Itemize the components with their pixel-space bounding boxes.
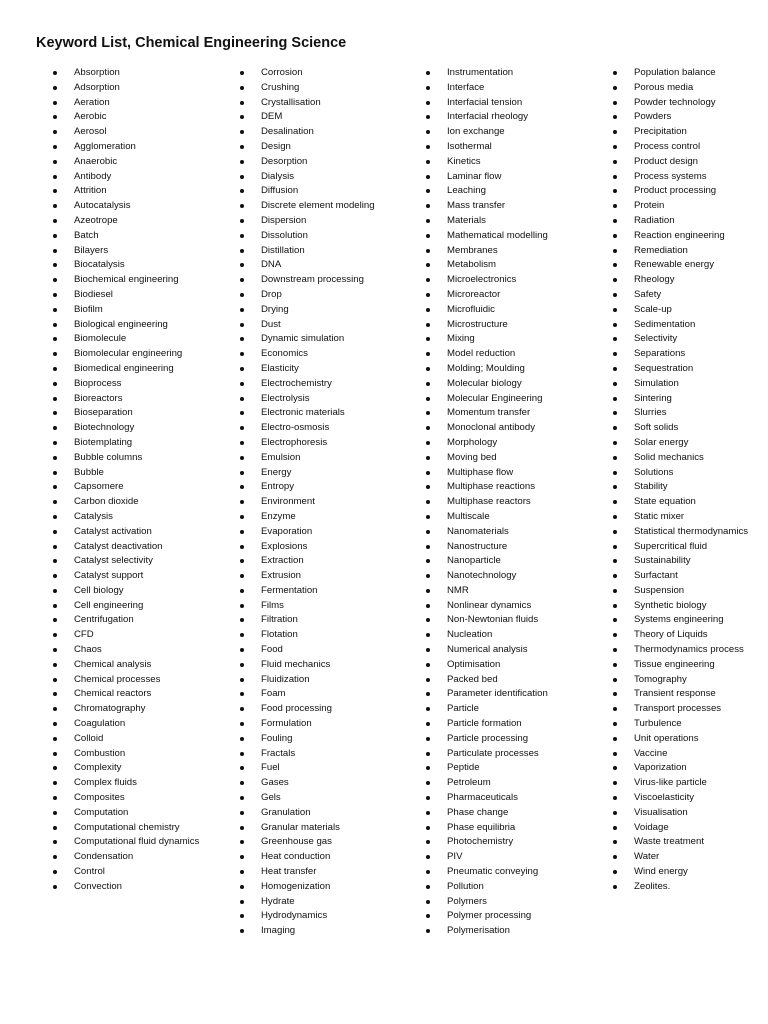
keyword-item: Vaccine [610, 747, 768, 762]
keyword-item: Computational fluid dynamics [50, 835, 228, 850]
keyword-item: Sequestration [610, 362, 768, 377]
keyword-item: Convection [50, 880, 228, 895]
keyword-item: Sustainability [610, 554, 768, 569]
keyword-item: Flotation [237, 628, 415, 643]
keyword-item: Gels [237, 791, 415, 806]
keyword-item: Films [237, 599, 415, 614]
keyword-item: Fractals [237, 747, 415, 762]
keyword-item: Peptide [423, 761, 601, 776]
keyword-item: Nanostructure [423, 540, 601, 555]
keyword-item: Hydrate [237, 895, 415, 910]
keyword-item: Chaos [50, 643, 228, 658]
keyword-item: Crystallisation [237, 96, 415, 111]
keyword-item: Biochemical engineering [50, 273, 228, 288]
keyword-item: Chemical reactors [50, 687, 228, 702]
page-title: Keyword List, Chemical Engineering Science [36, 35, 347, 51]
keyword-item: Vaporization [610, 761, 768, 776]
keyword-item: Design [237, 140, 415, 155]
keyword-item: Foam [237, 687, 415, 702]
keyword-item: Biological engineering [50, 318, 228, 333]
keyword-item: Emulsion [237, 451, 415, 466]
keyword-item: Electrolysis [237, 392, 415, 407]
keyword-item: Sedimentation [610, 318, 768, 333]
keyword-item: Process systems [610, 170, 768, 185]
keyword-item: Anaerobic [50, 155, 228, 170]
keyword-item: Elasticity [237, 362, 415, 377]
keyword-item: PIV [423, 850, 601, 865]
keyword-item: Polymerisation [423, 924, 601, 939]
keyword-item: Particle [423, 702, 601, 717]
keyword-column-1 [50, 66, 228, 895]
keyword-item: Condensation [50, 850, 228, 865]
keyword-item: Diffusion [237, 184, 415, 199]
keyword-item: Mixing [423, 332, 601, 347]
keyword-item: Nanotechnology [423, 569, 601, 584]
keyword-item: Cell engineering [50, 599, 228, 614]
keyword-item: Greenhouse gas [237, 835, 415, 850]
keyword-item: CFD [50, 628, 228, 643]
keyword-item: Process control [610, 140, 768, 155]
keyword-item: Heat conduction [237, 850, 415, 865]
keyword-item: Antibody [50, 170, 228, 185]
keyword-item: Theory of Liquids [610, 628, 768, 643]
keyword-item: Polymers [423, 895, 601, 910]
keyword-item: Colloid [50, 732, 228, 747]
keyword-item: Catalyst support [50, 569, 228, 584]
keyword-item: Chemical analysis [50, 658, 228, 673]
keyword-item: Biotechnology [50, 421, 228, 436]
keyword-item: Stability [610, 480, 768, 495]
keyword-item: Food processing [237, 702, 415, 717]
keyword-item: Supercritical fluid [610, 540, 768, 555]
keyword-item: Biofilm [50, 303, 228, 318]
keyword-item: Pollution [423, 880, 601, 895]
keyword-item: Bubble [50, 466, 228, 481]
keyword-item: State equation [610, 495, 768, 510]
keyword-item: Packed bed [423, 673, 601, 688]
keyword-item: Coagulation [50, 717, 228, 732]
keyword-item: Microelectronics [423, 273, 601, 288]
keyword-item: Turbulence [610, 717, 768, 732]
keyword-item: Drying [237, 303, 415, 318]
keyword-item: Centrifugation [50, 613, 228, 628]
keyword-item: Pneumatic conveying [423, 865, 601, 880]
keyword-item: Dust [237, 318, 415, 333]
keyword-item: Bioprocess [50, 377, 228, 392]
keyword-item: Filtration [237, 613, 415, 628]
keyword-item: Voidage [610, 821, 768, 836]
keyword-item: Parameter identification [423, 687, 601, 702]
keyword-item: Static mixer [610, 510, 768, 525]
keyword-item: Particle processing [423, 732, 601, 747]
keyword-item: Extrusion [237, 569, 415, 584]
keyword-item: Granulation [237, 806, 415, 821]
keyword-item: Rheology [610, 273, 768, 288]
keyword-item: Granular materials [237, 821, 415, 836]
keyword-item: Microstructure [423, 318, 601, 333]
keyword-item: Materials [423, 214, 601, 229]
keyword-item: Molecular Engineering [423, 392, 601, 407]
keyword-item: Mathematical modelling [423, 229, 601, 244]
keyword-item: Remediation [610, 244, 768, 259]
keyword-item: Wind energy [610, 865, 768, 880]
keyword-item: Molding; Moulding [423, 362, 601, 377]
keyword-item: Numerical analysis [423, 643, 601, 658]
keyword-item: Multiphase reactors [423, 495, 601, 510]
keyword-item: Formulation [237, 717, 415, 732]
keyword-item: Batch [50, 229, 228, 244]
keyword-item: Thermodynamics process [610, 643, 768, 658]
keyword-item: Synthetic biology [610, 599, 768, 614]
keyword-item: Surfactant [610, 569, 768, 584]
keyword-item: Biocatalysis [50, 258, 228, 273]
keyword-item: Fouling [237, 732, 415, 747]
keyword-item: Phase equilibria [423, 821, 601, 836]
keyword-column-4 [610, 66, 768, 895]
keyword-item: Fuel [237, 761, 415, 776]
keyword-item: Fermentation [237, 584, 415, 599]
keyword-item: Momentum transfer [423, 406, 601, 421]
keyword-item: Extraction [237, 554, 415, 569]
keyword-item: Multiscale [423, 510, 601, 525]
keyword-item: Nanoparticle [423, 554, 601, 569]
keyword-item: Computational chemistry [50, 821, 228, 836]
keyword-item: Solid mechanics [610, 451, 768, 466]
keyword-item: Renewable energy [610, 258, 768, 273]
keyword-item: Electrophoresis [237, 436, 415, 451]
keyword-item: Bioreactors [50, 392, 228, 407]
keyword-item: Polymer processing [423, 909, 601, 924]
keyword-item: Downstream processing [237, 273, 415, 288]
keyword-item: Water [610, 850, 768, 865]
keyword-item: Morphology [423, 436, 601, 451]
keyword-item: Aerobic [50, 110, 228, 125]
keyword-item: Kinetics [423, 155, 601, 170]
keyword-item: Absorption [50, 66, 228, 81]
keyword-item: Chemical processes [50, 673, 228, 688]
keyword-item: Enzyme [237, 510, 415, 525]
keyword-item: Slurries [610, 406, 768, 421]
keyword-item: Petroleum [423, 776, 601, 791]
keyword-item: Bubble columns [50, 451, 228, 466]
keyword-item: Catalysis [50, 510, 228, 525]
keyword-item: Particulate processes [423, 747, 601, 762]
keyword-item: Composites [50, 791, 228, 806]
keyword-item: Unit operations [610, 732, 768, 747]
keyword-item: Biodiesel [50, 288, 228, 303]
keyword-item: Simulation [610, 377, 768, 392]
keyword-item: Complexity [50, 761, 228, 776]
keyword-item: Computation [50, 806, 228, 821]
keyword-item: Catalyst activation [50, 525, 228, 540]
keyword-item: Moving bed [423, 451, 601, 466]
keyword-item: Interface [423, 81, 601, 96]
keyword-item: Safety [610, 288, 768, 303]
keyword-item: Radiation [610, 214, 768, 229]
keyword-item: Monoclonal antibody [423, 421, 601, 436]
keyword-item: Scale-up [610, 303, 768, 318]
keyword-item: Bioseparation [50, 406, 228, 421]
keyword-item: Viscoelasticity [610, 791, 768, 806]
keyword-item: Ion exchange [423, 125, 601, 140]
keyword-item: Catalyst selectivity [50, 554, 228, 569]
keyword-item: Environment [237, 495, 415, 510]
keyword-item: Model reduction [423, 347, 601, 362]
keyword-item: Imaging [237, 924, 415, 939]
keyword-item: Biotemplating [50, 436, 228, 451]
keyword-item: Microreactor [423, 288, 601, 303]
keyword-item: DEM [237, 110, 415, 125]
keyword-item: Non-Newtonian fluids [423, 613, 601, 628]
keyword-item: Corrosion [237, 66, 415, 81]
keyword-item: Mass transfer [423, 199, 601, 214]
keyword-item: Attrition [50, 184, 228, 199]
keyword-item: Entropy [237, 480, 415, 495]
keyword-item: Tomography [610, 673, 768, 688]
keyword-item: Metabolism [423, 258, 601, 273]
keyword-item: Leaching [423, 184, 601, 199]
keyword-item: Optimisation [423, 658, 601, 673]
keyword-item: Energy [237, 466, 415, 481]
keyword-item: Combustion [50, 747, 228, 762]
keyword-item: Waste treatment [610, 835, 768, 850]
keyword-item: Interfacial tension [423, 96, 601, 111]
keyword-item: Photochemistry [423, 835, 601, 850]
keyword-item: Agglomeration [50, 140, 228, 155]
keyword-item: Biomedical engineering [50, 362, 228, 377]
keyword-item: Dissolution [237, 229, 415, 244]
keyword-item: Sintering [610, 392, 768, 407]
keyword-item: Carbon dioxide [50, 495, 228, 510]
keyword-item: Visualisation [610, 806, 768, 821]
keyword-item: Dispersion [237, 214, 415, 229]
keyword-item: Gases [237, 776, 415, 791]
keyword-item: Pharmaceuticals [423, 791, 601, 806]
keyword-item: Biomolecular engineering [50, 347, 228, 362]
keyword-item: Virus-like particle [610, 776, 768, 791]
keyword-item: Dynamic simulation [237, 332, 415, 347]
keyword-item: Azeotrope [50, 214, 228, 229]
keyword-item: Desalination [237, 125, 415, 140]
keyword-item: Multiphase reactions [423, 480, 601, 495]
keyword-item: Solar energy [610, 436, 768, 451]
keyword-item: NMR [423, 584, 601, 599]
keyword-item: Adsorption [50, 81, 228, 96]
keyword-item: Interfacial rheology [423, 110, 601, 125]
keyword-item: Microfluidic [423, 303, 601, 318]
keyword-item: Biomolecule [50, 332, 228, 347]
keyword-item: Homogenization [237, 880, 415, 895]
keyword-item: Transient response [610, 687, 768, 702]
keyword-item: Fluidization [237, 673, 415, 688]
keyword-item: Powders [610, 110, 768, 125]
keyword-item: Zeolites. [610, 880, 768, 895]
keyword-item: Distillation [237, 244, 415, 259]
keyword-item: Crushing [237, 81, 415, 96]
keyword-item: Population balance [610, 66, 768, 81]
keyword-item: Food [237, 643, 415, 658]
keyword-item: Drop [237, 288, 415, 303]
keyword-item: Electro-osmosis [237, 421, 415, 436]
keyword-item: Selectivity [610, 332, 768, 347]
keyword-item: Nucleation [423, 628, 601, 643]
keyword-item: Capsomere [50, 480, 228, 495]
keyword-item: Laminar flow [423, 170, 601, 185]
keyword-item: Instrumentation [423, 66, 601, 81]
keyword-item: Product design [610, 155, 768, 170]
keyword-item: Powder technology [610, 96, 768, 111]
keyword-column-2 [237, 66, 415, 939]
keyword-item: Solutions [610, 466, 768, 481]
keyword-column-3 [423, 66, 601, 939]
keyword-item: Evaporation [237, 525, 415, 540]
keyword-item: Bilayers [50, 244, 228, 259]
keyword-item: Statistical thermodynamics [610, 525, 768, 540]
keyword-item: Discrete element modeling [237, 199, 415, 214]
keyword-item: Membranes [423, 244, 601, 259]
keyword-item: Autocatalysis [50, 199, 228, 214]
keyword-item: Protein [610, 199, 768, 214]
keyword-item: Economics [237, 347, 415, 362]
keyword-item: Reaction engineering [610, 229, 768, 244]
keyword-item: Aeration [50, 96, 228, 111]
keyword-item: Systems engineering [610, 613, 768, 628]
keyword-item: Nonlinear dynamics [423, 599, 601, 614]
keyword-item: Explosions [237, 540, 415, 555]
keyword-item: Multiphase flow [423, 466, 601, 481]
keyword-item: Isothermal [423, 140, 601, 155]
keyword-item: Molecular biology [423, 377, 601, 392]
keyword-item: Cell biology [50, 584, 228, 599]
keyword-item: Particle formation [423, 717, 601, 732]
keyword-item: Fluid mechanics [237, 658, 415, 673]
keyword-item: Precipitation [610, 125, 768, 140]
keyword-item: Tissue engineering [610, 658, 768, 673]
keyword-item: Chromatography [50, 702, 228, 717]
keyword-item: Phase change [423, 806, 601, 821]
keyword-item: Desorption [237, 155, 415, 170]
keyword-item: Porous media [610, 81, 768, 96]
keyword-item: Electrochemistry [237, 377, 415, 392]
keyword-item: Soft solids [610, 421, 768, 436]
keyword-item: Transport processes [610, 702, 768, 717]
keyword-item: DNA [237, 258, 415, 273]
keyword-item: Dialysis [237, 170, 415, 185]
keyword-item: Aerosol [50, 125, 228, 140]
keyword-item: Electronic materials [237, 406, 415, 421]
keyword-item: Heat transfer [237, 865, 415, 880]
keyword-item: Nanomaterials [423, 525, 601, 540]
keyword-item: Hydrodynamics [237, 909, 415, 924]
keyword-item: Control [50, 865, 228, 880]
keyword-item: Separations [610, 347, 768, 362]
keyword-item: Suspension [610, 584, 768, 599]
keyword-item: Product processing [610, 184, 768, 199]
keyword-item: Catalyst deactivation [50, 540, 228, 555]
keyword-item: Complex fluids [50, 776, 228, 791]
